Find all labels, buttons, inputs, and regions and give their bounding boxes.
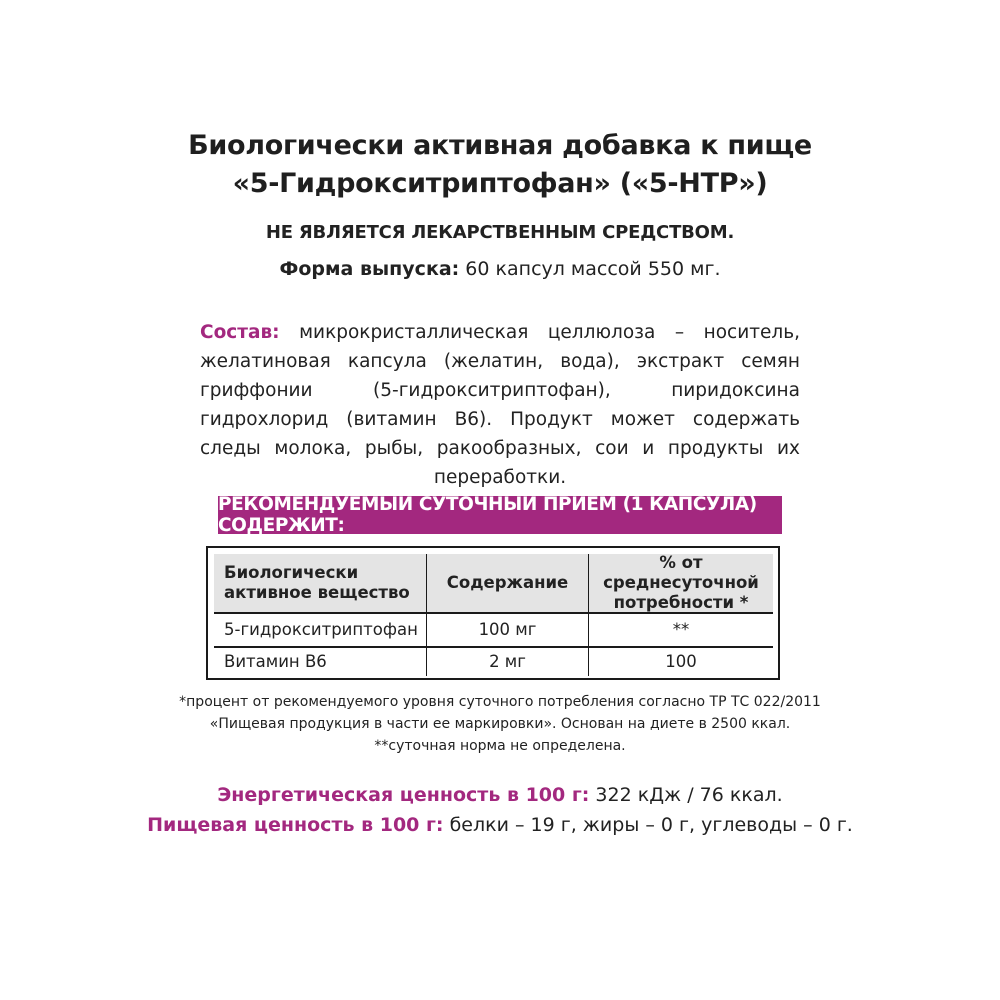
release-form-value: 60 капсул массой 550 мг. (459, 258, 721, 280)
header-amount: Содержание (426, 554, 588, 612)
row-percent: ** (588, 614, 773, 646)
nutrition-label: Пищевая ценность в 100 г: (147, 814, 444, 836)
footnote-2: «Пищевая продукция в части ее маркировки». Основан на диете в 2500 ккал. (209, 716, 791, 732)
table-header-row (214, 554, 773, 612)
header-percent: % от среднесуточной потребности * (588, 554, 773, 612)
footnote-3: **суточная норма не определена. (374, 738, 626, 754)
composition-label: Состав: (200, 322, 280, 343)
table-row (214, 614, 773, 646)
row-substance: 5-гидрокситриптофан (224, 620, 418, 639)
release-form (0, 258, 1000, 280)
row-substance: Витамин B6 (224, 652, 327, 671)
header-substance: Биологически активное вещество (224, 563, 410, 602)
row-amount: 2 мг (426, 648, 588, 676)
row-amount: 100 мг (426, 614, 588, 646)
product-title-line1: Биологически активная добавка к пище (188, 130, 812, 161)
table-row (214, 648, 773, 676)
nutrition-value (0, 814, 1000, 836)
not-medicine-notice: НЕ ЯВЛЯЕТСЯ ЛЕКАРСТВЕННЫМ СРЕДСТВОМ. (265, 222, 735, 243)
composition-text: микрокристаллическая целлюлоза – носитель, желатиновая капсула (желатин, вода), экстракт семян гриффонии (5-гидрокситриптофан), пиридоксина гидрохлорид (витамин B6). Продукт может содержать следы молока, рыбы, ракообразных, сои и продукты их переработки. (200, 322, 800, 488)
release-form-label: Форма выпуска: (279, 258, 460, 280)
daily-intake-banner: РЕКОМЕНДУЕМЫЙ СУТОЧНЫЙ ПРИЁМ (1 КАПСУЛА) СОДЕРЖИТ: (218, 496, 782, 534)
product-title-line2: «5-Гидрокситриптофан» («5-HTP») (232, 168, 768, 199)
composition-block (200, 318, 800, 492)
energy-label: Энергетическая ценность в 100 г: (217, 784, 590, 806)
energy-text: 322 кДж / 76 ккал. (589, 784, 783, 806)
nutrition-text: белки – 19 г, жиры – 0 г, углеводы – 0 г. (443, 814, 853, 836)
footnote-1: *процент от рекомендуемого уровня суточного потребления согласно ТР ТС 022/2011 (179, 694, 821, 710)
nutrient-table (206, 546, 780, 680)
energy-value (0, 784, 1000, 806)
row-percent: 100 (588, 648, 773, 676)
